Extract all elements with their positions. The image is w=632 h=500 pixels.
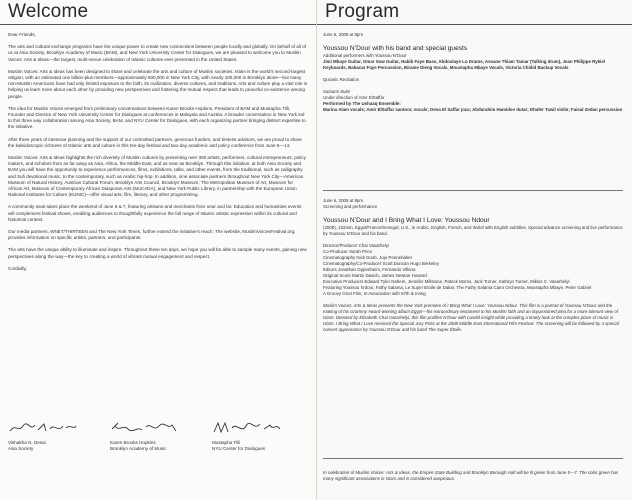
welcome-paragraph-4: After three years of intensive planning and the support of our committed partners, generous funders, and tireless advisors, we are proud to share the kaleidoscopic richness of Islamic arts and culture in this ten-day festival and two-day academic and policy conference from June 5—14. <box>8 136 302 148</box>
welcome-paragraph-3: The idea for Muslim Voices emerged from preliminary conversations between Karen Brooks Hopkins, President of BAM and Mustapha Tlili, Founder and Director of New York University Center for Dialogues at conferences in Malaysia and Austria. A broader conversation in New York led to this three way collaboration among Asia Society, BAM, and NYU Center for Dialogues, with each organizing partner bringing distinct expertise to the initiative. <box>8 105 306 130</box>
welcome-letter <box>8 32 308 278</box>
signature-block <box>110 420 202 452</box>
credit-line: Original Score Martin Davich, James Newton Howard <box>323 273 427 278</box>
event-kind: Screening and performance <box>323 204 378 209</box>
credit-line: Executive Producers Edward Tyler Nahem, Jennifer Millstone, Patrick Morris, Jack Turner, Kathryn Turner, Miklos C. Vasarhelyi <box>323 279 570 284</box>
welcome-paragraph-8: The arts have the unique ability to illuminate and inspire. Throughout these ten days, we hope you will be able to sample many events, gaining new perspectives along the way—the key to creating a world of vibrant mutual engagement and respect. <box>8 247 307 259</box>
credit-line: Co-Producer Sarah Price <box>323 249 373 254</box>
program-title: Program <box>325 1 400 22</box>
welcome-paragraph-6: A community souk takes place the weekend of June 6 & 7, featuring artisans and merchants from near and far. Education and humanities events will complement festival shows, enabling audiences to thoughtfully experience the full range of Islamic artistic expression within its cultural and historical context. <box>8 204 302 222</box>
footer-note: In celebration of Muslim Voices: Arts & Ideas, the Empire State Building and Brooklyn Borough Hall will be lit green from June 5—7. The color green has many significant associations in Islam and is considered auspicious. <box>323 470 619 482</box>
signer-org: NYU Center for Dialogues <box>212 446 266 452</box>
event-title: Youssou N’Dour with his band and special guests <box>323 45 468 52</box>
credit-line: Editors Jonathan Oppenheim, Fernando Villena <box>323 267 416 272</box>
signer-name: Vishakha N. Desai <box>8 440 46 445</box>
credit-line: A Groovy Griot Film, In Association with 57th & Irving <box>323 291 426 296</box>
welcome-paragraph-2: Muslim Voices: Arts & Ideas has been designed to share and celebrate the arts and culture of Muslim societies. Islam is the world’s second-largest religion, with an estimated one billion-plus members—approximately 600,000 in New York City, with nearly 100,000 in Brooklyn alone—but many non-Muslim Americans have had only limited exposure to the faith, its civilization, diverse cultures, and traditions. Arts and culture play a vital role in helping us learn more about each other by providing new perspectives and fostering the mutual respect that leads to peaceful co-existence among people. <box>8 68 308 99</box>
section-divider <box>323 458 623 459</box>
signatures <box>8 420 308 490</box>
signature-block <box>212 420 304 452</box>
direction-credit: Under direction of Amir ElSaffar <box>323 95 385 100</box>
program-header <box>317 0 632 25</box>
premiere-paragraph: Muslim Voices: Arts & Ideas presents the New York premiere of I Bring What I Love: Youssou Ndour. This film is a portrait of Youssou N’Dour and the making of his Grammy Award-winning album Egypt—his extraordinary testament to his Muslim faith and an impassioned plea for a more tolerant view of Islam. Directed by Elizabeth Chai Vasarhelyi, this film profiles N’Dour with candid insight while providing a timely look at the complex place of music in Islam. I Bring What I Love received the Special Jury Prize at the 2008 Middle East International Film Festival. The screening will be followed by a special concert appearance by Youssou N’Dour and his band The Super Étoile. <box>323 303 619 332</box>
signature-block <box>8 420 100 452</box>
welcome-paragraph-5: Muslim Voices: Arts & Ideas highlights the rich diversity of Muslim cultures by presenting over 300 artists, performers, cultural entrepreneurs, policy makers, and scholars from as far away as Asia, Africa, the Middle East, and as near as Brooklyn. Through this initiative, at both Asia Society and BAM you will have the opportunity to experience performances, films, exhibitions, talks, and other events, from the traditional, such as calligraphy and Sufi devotional music, to the contemporary, such as Arabic hip-hop. In addition, nine associate partners throughout New York City—American Museum of Natural History, Austrian Cultural Forum, Brooklyn Arts Council, Brooklyn Museum, The Metropolitan Museum of Art, Museum for African Art, Museum of Contemporary African Diasporan Arts (MoCADA), and New York Public Library, in partnership with the European Union National Institutes for Culture (EUNIC)—offer visual arts, film, literary, and other programming. <box>8 155 306 198</box>
program-event-2 <box>323 198 623 333</box>
signer-org: Brooklyn Academy of Music <box>110 446 167 452</box>
ensemble-members: Marina Alam vocals; Amir ElSaffar santoor, vocals; Dena El Saffar joza; Abdurahim Hamidov dutar; Dhafer Tawil violin; Faisal Zedan percussion <box>323 107 623 112</box>
handwritten-signature-icon <box>110 420 180 436</box>
handwritten-signature-icon <box>8 420 78 436</box>
greeting: Dear Friends, <box>8 32 36 37</box>
suite-title: Salaami Suite <box>323 89 351 94</box>
closing: Cordially, <box>8 265 27 271</box>
recitation-label: Quranic Recitation <box>323 77 360 82</box>
event-date: June 5, 2009 at 8pm <box>323 32 364 37</box>
handwritten-signature-icon <box>212 420 282 436</box>
signer-org: Asia Society <box>8 446 34 452</box>
welcome-header <box>0 0 316 25</box>
event-title: Youssou N’Dour and I Bring What I Love: Youssou Ndour <box>323 217 490 224</box>
program-page <box>316 0 632 500</box>
section-divider <box>323 190 623 191</box>
signer-name: Karen Brooks Hopkins <box>110 440 156 445</box>
film-description: (2008), 102min, Egypt/France/Senegal, U.S., in Arabic, English, French, and Wolof with English subtitles. Special advance screening and live performance by Youssou N’Dour and his band. <box>323 225 623 236</box>
welcome-paragraph-1: The arts and cultural exchange programs have the unique power to create new connections between people locally and globally. On behalf of all of us at Asia Society, Brooklyn Academy of Music (BAM), and New York University Center for Dialogues, we are pleased to welcome you to Muslim Voices: Arts & Ideas—the largest, multi-venue celebration of Islamic cultures ever presented in the United States. <box>8 44 306 62</box>
welcome-title: Welcome <box>8 1 89 22</box>
signer-name: Mustapha Tlili <box>212 440 241 445</box>
credit-line: Director/Producer Chai Vasarhelyi <box>323 243 390 248</box>
welcome-paragraph-7: Our media partners, WNET/THIRTEEN and The New York Times, further extend the initiative’s reach. The website, MuslimVoicesFestival.org, provides information on specific artists, partners, and participants. <box>8 229 296 241</box>
credit-line: Featuring Youssou N’dour, Fathy Salama, Le Super Etoile de Dakar, The Fathy Salama Cairo Orchestra, Moustapha Mbaye, Peter Gabriel <box>323 285 592 290</box>
performer-list: Jimi Mbaye Guitar, Omar Sow Guitar, Habib Faye Bass, Abdoulaye Lo Drums, Assane Thiam Tamar (Talking drum), Jean Philippe Rykiel Keyboards, Babacar Faye Percussion, Birame Dieng Vocals, Moustapha Mbaye Vocals, Victoria Chidid Backup Vocals <box>323 59 606 70</box>
program-event-1 <box>323 32 623 113</box>
additional-performers-label: Additional performers with Youssou N’Dour <box>323 53 407 58</box>
credit-line: Cinematography/Co-Producer Scott Duncan Hugo Berkeley <box>323 261 439 266</box>
event-date: June 6, 2009 at 8pm <box>323 198 364 203</box>
ensemble-label: Performed by The Ushaaq Ensemble: <box>323 101 401 106</box>
credit-line: Cinematography Nick Doob, Jojo Pennebaker <box>323 255 413 260</box>
